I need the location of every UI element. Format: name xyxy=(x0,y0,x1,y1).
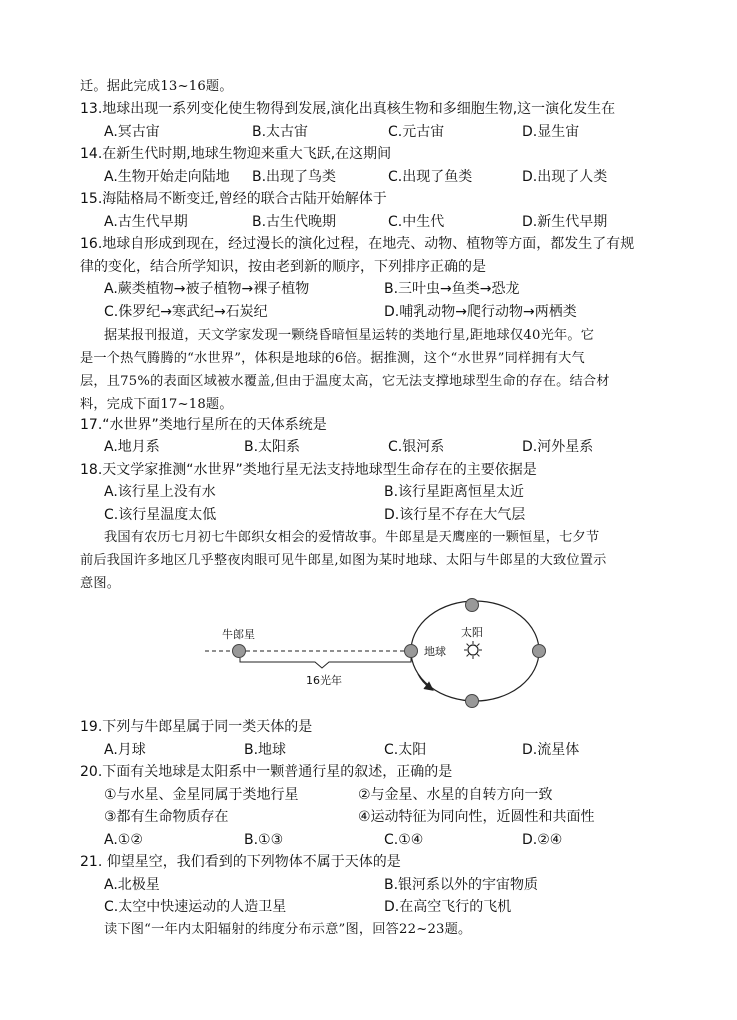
q16-stem-line2: 律的变化，结合所学知识，按由老到新的顺序，下列排序正确的是 xyxy=(80,259,486,275)
q14-option-a: A.生物开始走向陆地 xyxy=(104,169,230,185)
q21-stem: 21. 仰望星空，我们看到的下列物体不属于天体的是 xyxy=(80,854,401,870)
q16-option-c: C.侏罗纪→寒武纪→石炭纪 xyxy=(104,304,268,320)
q19-option-d: D.流星体 xyxy=(522,742,580,758)
earth-position-bottom xyxy=(466,695,479,708)
q20-statement-1: ①与水星、金星同属于类地行星 xyxy=(104,787,299,803)
q18-option-d: D.该行星不存在大气层 xyxy=(384,507,526,523)
sun-icon xyxy=(464,641,482,659)
q13-option-a: A.冥古宙 xyxy=(104,124,160,140)
q21-option-a: A.北极星 xyxy=(104,877,160,893)
q19-option-a: A.月球 xyxy=(104,742,146,758)
q17-stem: 17.“水世界”类地行星所在的天体系统是 xyxy=(80,417,327,433)
q19-option-b: B.地球 xyxy=(244,742,287,758)
q15-option-c: C.中生代 xyxy=(388,214,445,230)
q18-option-b: B.该行星距离恒星太近 xyxy=(384,484,525,500)
q18-stem: 18.天文学家推测“水世界”类地行星无法支持地球型生命存在的主要依据是 xyxy=(80,462,537,478)
passage-19-20-line3: 意图。 xyxy=(80,576,121,591)
q17-option-b: B.太阳系 xyxy=(244,439,301,455)
passage-17-18-line4: 料，完成下面17~18题。 xyxy=(80,397,233,412)
q20-stem: 20.下面有关地球是太阳系中一颗普通行星的叙述，正确的是 xyxy=(80,764,453,780)
earth-position-left xyxy=(405,645,418,658)
passage-17-18-line2: 是一个热气腾腾的“水世界”，体积是地球的6倍。据推测，这个“水世界”同样拥有大气 xyxy=(80,351,585,366)
q15-option-a: A.古生代早期 xyxy=(104,214,188,230)
q16-option-a: A.蕨类植物→被子植物→裸子植物 xyxy=(104,281,310,297)
q14-stem: 14.在新生代时期,地球生物迎来重大飞跃,在这期间 xyxy=(80,146,392,162)
q19-stem: 19.下列与牛郎星属于同一类天体的是 xyxy=(80,719,313,735)
intro-13-16: 迁。据此完成13~16题。 xyxy=(80,79,233,94)
earth-position-top xyxy=(466,599,479,612)
q19-option-c: C.太阳 xyxy=(384,742,427,758)
sun-label: 太阳 xyxy=(461,626,483,639)
q20-option-a: A.①② xyxy=(104,832,143,848)
q15-stem: 15.海陆格局不断变迁,曾经的联合古陆开始解体于 xyxy=(80,191,387,207)
distance-label: 16光年 xyxy=(306,674,342,687)
q18-option-c: C.该行星温度太低 xyxy=(104,507,217,523)
earth-label: 地球 xyxy=(424,645,446,658)
q13-option-b: B.太古宙 xyxy=(252,124,309,140)
passage-17-18-line1: 据某报刊报道，天文学家发现一颗绕昏暗恒星运转的类地行星,距地球仅40光年。它 xyxy=(104,328,595,343)
q16-option-b: B.三叶虫→鱼类→恐龙 xyxy=(384,281,520,297)
earth-position-right xyxy=(533,645,546,658)
altair-label: 牛郎星 xyxy=(222,628,255,641)
passage-17-18-line3: 层，且75%的表面区域被水覆盖,但由于温度太高，它无法支撑地球型生命的存在。结合材 xyxy=(80,374,610,389)
q17-option-c: C.银河系 xyxy=(388,439,445,455)
q13-option-c: C.元古宙 xyxy=(388,124,445,140)
earth-sun-altair-diagram xyxy=(0,590,737,715)
q17-option-d: D.河外星系 xyxy=(522,439,594,455)
q20-statement-2: ②与金星、水星的自转方向一致 xyxy=(358,787,553,803)
q13-stem: 13.地球出现一系列变化使生物得到发展,演化出真核生物和多细胞生物,这一演化发生在 xyxy=(80,101,616,117)
q14-option-c: C.出现了鱼类 xyxy=(388,169,473,185)
q17-option-a: A.地月系 xyxy=(104,439,160,455)
q16-stem-line1: 16.地球自形成到现在，经过漫长的演化过程，在地壳、动物、植物等方面，都发生了有规 xyxy=(80,236,635,252)
q16-option-d: D.哺乳动物→爬行动物→两栖类 xyxy=(384,304,577,320)
q14-option-b: B.出现了鸟类 xyxy=(252,169,337,185)
passage-19-20-line1: 我国有农历七月初七牛郎织女相会的爱情故事。牛郎星是天鹰座的一颗恒星，七夕节 xyxy=(104,530,600,545)
q21-option-b: B.银河系以外的宇宙物质 xyxy=(384,877,539,893)
q21-option-c: C.太空中快速运动的人造卫星 xyxy=(104,899,287,915)
q20-option-d: D.②④ xyxy=(522,832,563,848)
distance-bracket xyxy=(240,658,411,668)
q21-option-d: D.在高空飞行的飞机 xyxy=(384,899,512,915)
intro-22-23: 读下图“一年内太阳辐射的纬度分布示意”图，回答22~23题。 xyxy=(104,922,472,937)
q15-option-d: D.新生代早期 xyxy=(522,214,608,230)
q18-option-a: A.该行星上没有水 xyxy=(104,484,216,500)
q15-option-b: B.古生代晚期 xyxy=(252,214,337,230)
q20-statement-4: ④运动特征为同向性，近圆性和共面性 xyxy=(358,809,595,825)
q13-option-d: D.显生宙 xyxy=(522,124,580,140)
passage-19-20-line2: 前后我国许多地区几乎整夜肉眼可见牛郎星,如图为某时地球、太阳与牛郎星的大致位置示 xyxy=(80,553,607,568)
q20-option-b: B.①③ xyxy=(244,832,284,848)
q20-option-c: C.①④ xyxy=(384,832,424,848)
altair-star xyxy=(233,645,246,658)
q14-option-d: D.出现了人类 xyxy=(522,169,608,185)
q20-statement-3: ③都有生命物质存在 xyxy=(104,809,229,825)
